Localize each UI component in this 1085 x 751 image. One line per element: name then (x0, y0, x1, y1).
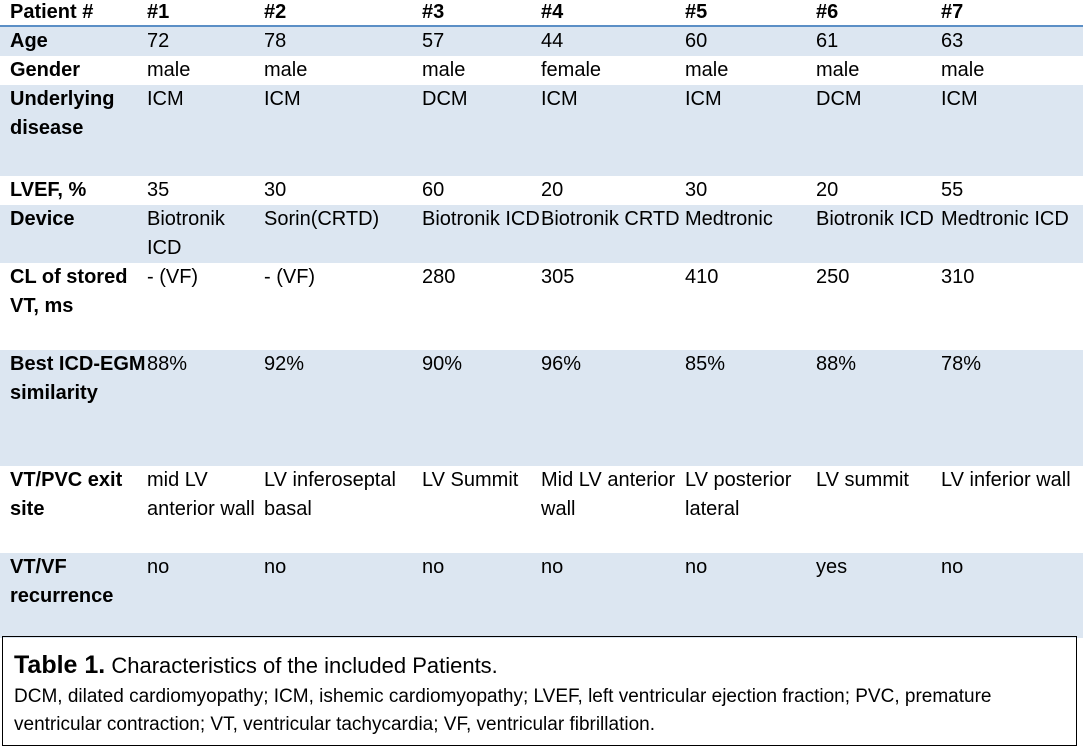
table-cell: Biotronik ICD (147, 208, 225, 259)
table-cell: Mid LV anterior wall (541, 469, 676, 520)
table-cell: 20 (816, 179, 839, 201)
row-label: Best ICD-EGM similarity (10, 353, 146, 404)
table-cell: Medtronic (685, 208, 773, 230)
table-cell: 60 (422, 179, 445, 201)
table-cell: male (147, 59, 191, 81)
table-cell: yes (816, 556, 848, 578)
table-cell: ICM (264, 88, 301, 110)
table-cell: ICM (541, 88, 578, 110)
header-row (0, 0, 1083, 26)
table-cell: male (685, 59, 729, 81)
table-row (0, 350, 1083, 466)
table-cell: no (147, 556, 170, 578)
table-cell: 44 (541, 30, 564, 52)
table-cell: male (941, 59, 985, 81)
caption-title: Characteristics of the included Patients. (111, 653, 498, 678)
table-cell: Medtronic ICD (941, 208, 1069, 230)
row-label: Underlying disease (10, 88, 115, 139)
table-cell: no (685, 556, 708, 578)
table-cell: 88% (147, 353, 188, 375)
table-cell: male (422, 59, 466, 81)
table-cell: Sorin(CRTD) (264, 208, 380, 230)
table-cell: male (816, 59, 860, 81)
row-label: Gender (10, 59, 81, 81)
header-cell: #6 (816, 1, 839, 23)
header-cell: #4 (541, 1, 564, 23)
row-label: Device (10, 208, 75, 230)
header-cell: #7 (941, 1, 964, 23)
table-cell: 305 (541, 266, 575, 288)
table-cell: ICM (941, 88, 978, 110)
table-cell: 310 (941, 266, 975, 288)
table-cell: no (264, 556, 287, 578)
table-row (0, 85, 1083, 176)
table-row (0, 176, 1083, 205)
table-cell: LV inferoseptal basal (264, 469, 396, 520)
table-cell: 92% (264, 353, 305, 375)
table-cell: LV posterior lateral (685, 469, 792, 520)
row-label: VT/VF recurrence (10, 556, 114, 607)
table-cell: 60 (685, 30, 708, 52)
caption-notes: DCM, dilated cardiomyopathy; ICM, ishemic cardiomyopathy; LVEF, left ventricular ejection fraction; PVC, premature ventricular contraction; VT, ventricular tachycardia; VF, ventricular fibrillation. (14, 686, 992, 735)
table-cell: Biotronik CRTD (541, 208, 680, 230)
table-cell: LV inferior wall (941, 469, 1071, 491)
table-cell: mid LV anterior wall (147, 469, 255, 520)
table-row (0, 553, 1083, 638)
header-cell: #5 (685, 1, 708, 23)
table-cell: 88% (816, 353, 857, 375)
table-cell: male (264, 59, 308, 81)
table-cell: ICM (147, 88, 184, 110)
row-label: Age (10, 30, 48, 52)
table-cell: 57 (422, 30, 445, 52)
table-cell: 63 (941, 30, 964, 52)
table-cell: DCM (422, 88, 468, 110)
row-label: VT/PVC exit site (10, 469, 123, 520)
table-cell: 30 (685, 179, 708, 201)
caption-heading (14, 649, 1064, 682)
table-cell: - (VF) (264, 266, 316, 288)
header-cell: #3 (422, 1, 445, 23)
table-row (0, 56, 1083, 85)
table-row (0, 263, 1083, 350)
table-cell: 78% (941, 353, 982, 375)
table-cell: female (541, 59, 602, 81)
table-cell: no (541, 556, 564, 578)
table-cell: no (941, 556, 964, 578)
table-cell: 410 (685, 266, 719, 288)
caption-label: Table 1. (14, 651, 106, 679)
table-cell: Biotronik ICD (816, 208, 934, 230)
table-cell: Biotronik ICD (422, 208, 540, 230)
table-cell: 72 (147, 30, 170, 52)
header-cell: Patient # (10, 1, 94, 23)
table-cell: 96% (541, 353, 582, 375)
row-label: LVEF, % (10, 179, 87, 201)
table-cell: 250 (816, 266, 850, 288)
table-cell: 85% (685, 353, 726, 375)
table-cell: 35 (147, 179, 170, 201)
table-cell: 280 (422, 266, 456, 288)
table-cell: ICM (685, 88, 722, 110)
table-cell: no (422, 556, 445, 578)
table-cell: 30 (264, 179, 287, 201)
table-caption-box (2, 636, 1077, 746)
header-cell: #1 (147, 1, 170, 23)
table-cell: 61 (816, 30, 839, 52)
row-label: CL of stored VT, ms (10, 266, 128, 317)
table-cell: LV Summit (422, 469, 519, 491)
table-row (0, 205, 1083, 263)
table-cell: - (VF) (147, 266, 199, 288)
table-cell: 20 (541, 179, 564, 201)
table-cell: LV summit (816, 469, 909, 491)
table-row (0, 26, 1083, 56)
table-row (0, 466, 1083, 553)
header-cell: #2 (264, 1, 287, 23)
table-cell: 90% (422, 353, 463, 375)
table-cell: DCM (816, 88, 862, 110)
table-cell: 78 (264, 30, 287, 52)
table-cell: 55 (941, 179, 964, 201)
